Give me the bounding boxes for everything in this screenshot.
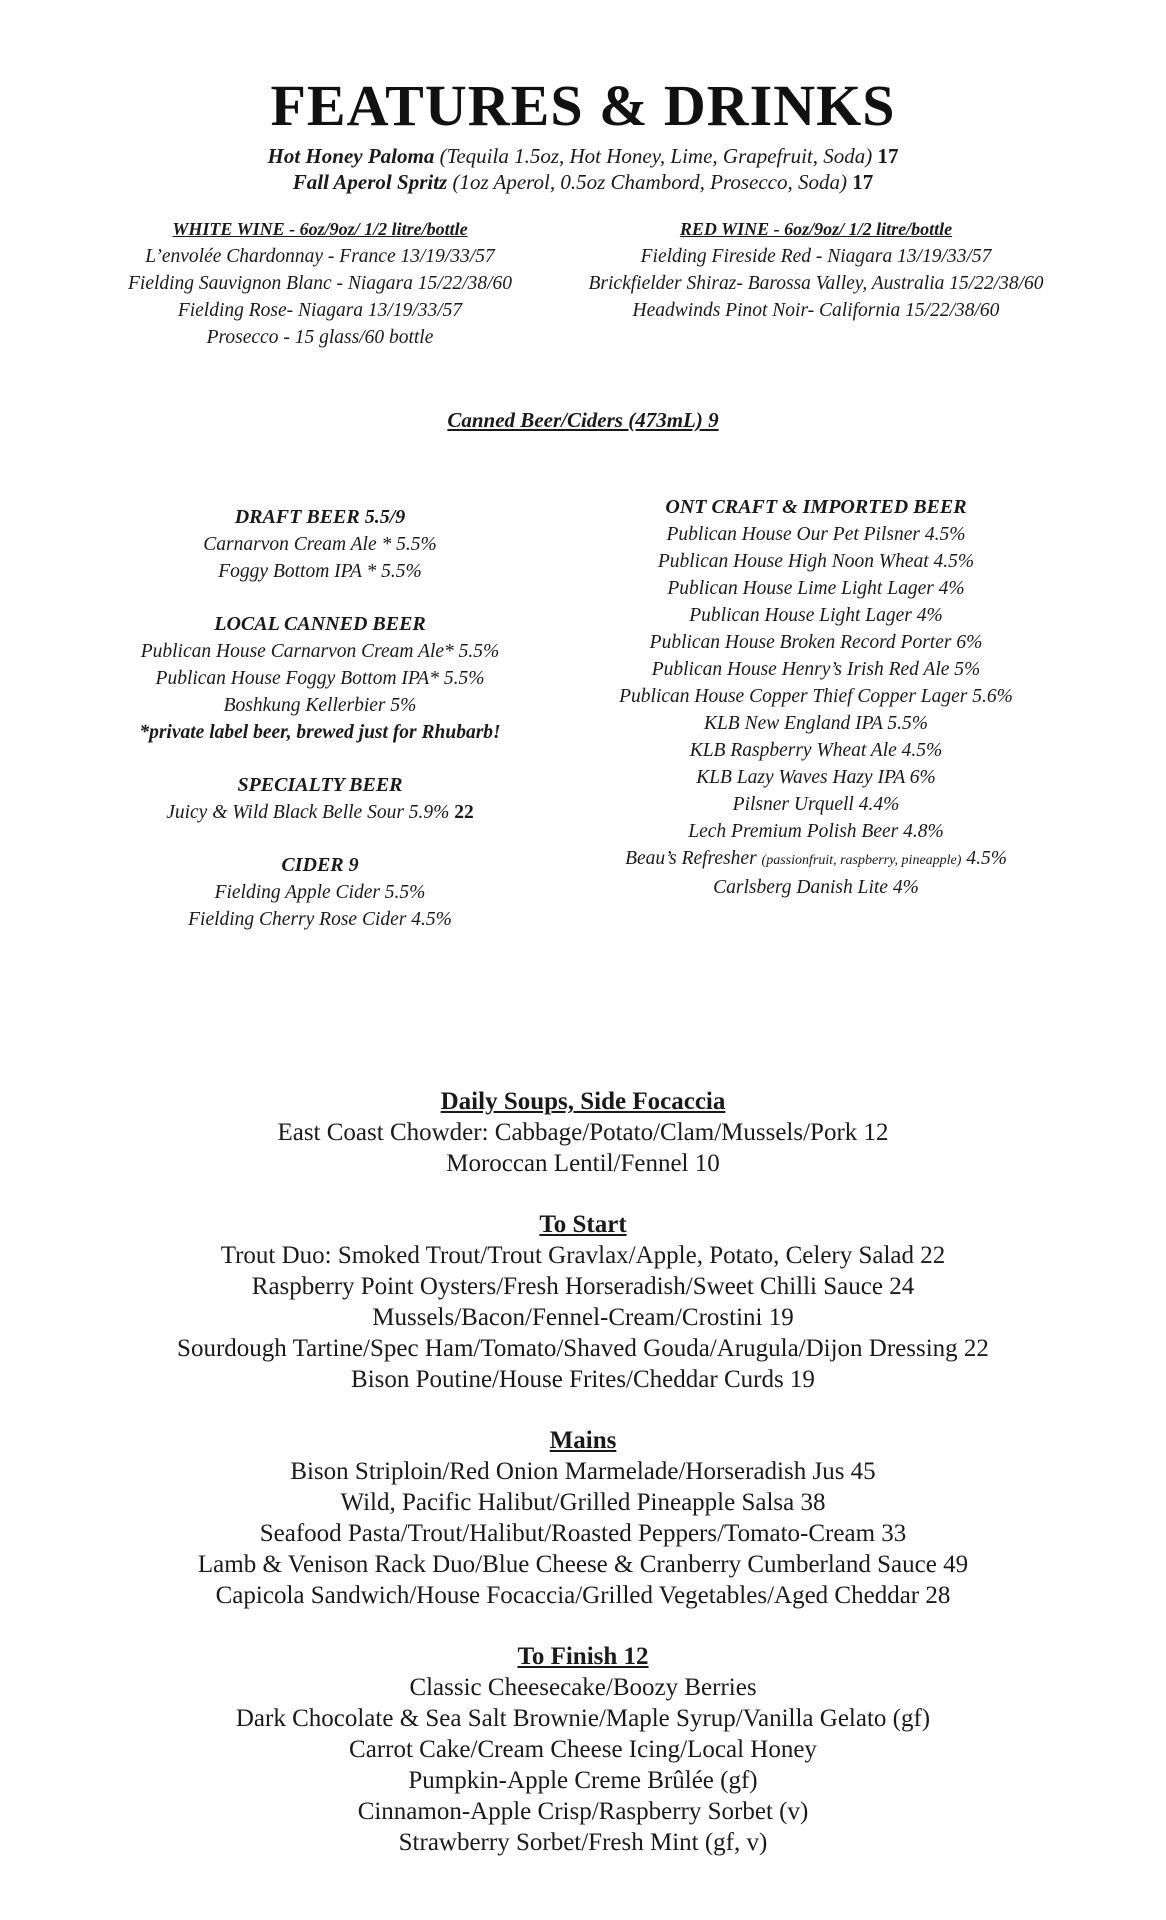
red-wine-section [566, 216, 1066, 324]
menu-item: Seafood Pasta/Trout/Halibut/Roasted Peppers/Tomato-Cream 33 [259, 1520, 907, 1547]
wine-item: L’envolée Chardonnay - France 13/19/33/57 [145, 246, 495, 267]
menu-item: Strawberry Sorbet/Fresh Mint (gf, v) [398, 1829, 768, 1856]
beer-item: Juicy & Wild Black Belle Sour 5.9% 22 [166, 802, 474, 823]
beer-item: Publican House High Noon Wheat 4.5% [657, 551, 975, 572]
local-canned-heading: LOCAL CANNED BEER [214, 613, 426, 635]
beer-item: Carlsberg Danish Lite 4% [713, 877, 919, 898]
menu-item: Pumpkin-Apple Creme Brûlée (gf) [408, 1767, 758, 1794]
menu-item: Mussels/Bacon/Fennel-Cream/Crostini 19 [372, 1304, 794, 1331]
beer-item: Foggy Bottom IPA * 5.5% [218, 561, 422, 582]
menu-item: East Coast Chowder: Cabbage/Potato/Clam/Mussels/Pork 12 [277, 1119, 889, 1146]
beer-item: Publican House Copper Thief Copper Lager 5.6% [619, 686, 1013, 707]
menu-item: Classic Cheesecake/Boozy Berries [409, 1674, 757, 1701]
menu-item: Bison Poutine/House Frites/Cheddar Curds 19 [351, 1366, 815, 1393]
cocktail-features [0, 143, 1166, 195]
beer-item: Publican House Lime Light Lager 4% [667, 578, 965, 599]
left-beer-column [90, 504, 550, 933]
cider-heading: CIDER 9 [281, 854, 359, 876]
cider-item: Fielding Cherry Rose Cider 4.5% [188, 909, 452, 930]
beer-item: Publican House Carnarvon Cream Ale* 5.5% [140, 641, 500, 662]
beer-item: KLB New England IPA 5.5% [703, 713, 929, 734]
cider-item: Fielding Apple Cider 5.5% [214, 882, 426, 903]
wine-item: Brickfielder Shiraz- Barossa Valley, Australia 15/22/38/60 [588, 273, 1044, 294]
beer-item: Publican House Henry’s Irish Red Ale 5% [651, 659, 981, 680]
beer-item: KLB Lazy Waves Hazy IPA 6% [696, 767, 936, 788]
menu-item: Wild, Pacific Halibut/Grilled Pineapple Salsa 38 [340, 1489, 826, 1516]
menu-item: Moroccan Lentil/Fennel 10 [446, 1150, 720, 1177]
beer-item: Lech Premium Polish Beer 4.8% [688, 821, 944, 842]
wine-item: Fielding Rose- Niagara 13/19/33/57 [177, 300, 463, 321]
beer-item: Publican House Light Lager 4% [689, 605, 943, 626]
menu-item: Dark Chocolate & Sea Salt Brownie/Maple Syrup/Vanilla Gelato (gf) [235, 1705, 931, 1732]
wine-item: Fielding Sauvignon Blanc - Niagara 15/22/38/60 [127, 273, 512, 294]
menu-item: Capicola Sandwich/House Focaccia/Grilled Vegetables/Aged Cheddar 28 [215, 1582, 951, 1609]
to-start-heading: To Start [539, 1211, 627, 1238]
wine-item: Fielding Fireside Red - Niagara 13/19/33/57 [640, 246, 992, 267]
beer-item: Publican House Foggy Bottom IPA* 5.5% [155, 668, 485, 689]
food-menu [0, 1086, 1166, 1858]
beer-item: Boshkung Kellerbier 5% [223, 695, 417, 716]
draft-beer-heading: DRAFT BEER 5.5/9 [234, 506, 406, 528]
menu-item: Lamb & Venison Rack Duo/Blue Cheese & Cranberry Cumberland Sauce 49 [197, 1551, 969, 1578]
menu-item: Bison Striploin/Red Onion Marmelade/Horseradish Jus 45 [290, 1458, 876, 1485]
menu-item: Sourdough Tartine/Spec Ham/Tomato/Shaved Gouda/Arugula/Dijon Dressing 22 [177, 1335, 989, 1362]
to-finish-heading: To Finish 12 [517, 1643, 649, 1670]
white-wine-section [90, 216, 550, 351]
red-wine-heading: RED WINE - 6oz/9oz/ 1/2 litre/bottle [679, 219, 953, 239]
wine-item: Prosecco - 15 glass/60 bottle [206, 327, 434, 348]
beer-item: KLB Raspberry Wheat Ale 4.5% [689, 740, 943, 761]
menu-item: Raspberry Point Oysters/Fresh Horseradish/Sweet Chilli Sauce 24 [251, 1273, 915, 1300]
white-wine-heading: WHITE WINE - 6oz/9oz/ 1/2 litre/bottle [172, 219, 468, 239]
specialty-beer-heading: SPECIALTY BEER [237, 774, 403, 796]
beer-item: Publican House Broken Record Porter 6% [649, 632, 983, 653]
wine-item: Headwinds Pinot Noir- California 15/22/38/60 [632, 300, 1000, 321]
menu-item: Carrot Cake/Cream Cheese Icing/Local Honey [349, 1736, 817, 1763]
beer-item: Publican House Our Pet Pilsner 4.5% [666, 524, 966, 545]
canned-beer-heading: Canned Beer/Ciders (473mL) 9 [447, 408, 719, 432]
cocktail-item: Hot Honey Paloma (Tequila 1.5oz, Hot Honey, Lime, Grapefruit, Soda) 17 [267, 144, 899, 168]
menu-item: Trout Duo: Smoked Trout/Trout Gravlax/Apple, Potato, Celery Salad 22 [220, 1242, 946, 1269]
beer-item: Beau’s Refresher (passionfruit, raspberry, pineapple) 4.5% [625, 848, 1007, 869]
private-label-note: *private label beer, brewed just for Rhubarb! [139, 722, 501, 743]
beer-item: Carnarvon Cream Ale * 5.5% [203, 534, 437, 555]
menu-item: Cinnamon-Apple Crisp/Raspberry Sorbet (v) [357, 1798, 809, 1825]
right-beer-column [576, 494, 1056, 901]
mains-heading: Mains [549, 1427, 617, 1454]
cocktail-item: Fall Aperol Spritz (1oz Aperol, 0.5oz Chambord, Prosecco, Soda) 17 [292, 170, 874, 194]
ont-craft-heading: ONT CRAFT & IMPORTED BEER [665, 496, 967, 518]
beer-item: Pilsner Urquell 4.4% [732, 794, 900, 815]
page-title: FEATURES & DRINKS [270, 73, 896, 138]
soups-heading: Daily Soups, Side Focaccia [440, 1088, 726, 1115]
